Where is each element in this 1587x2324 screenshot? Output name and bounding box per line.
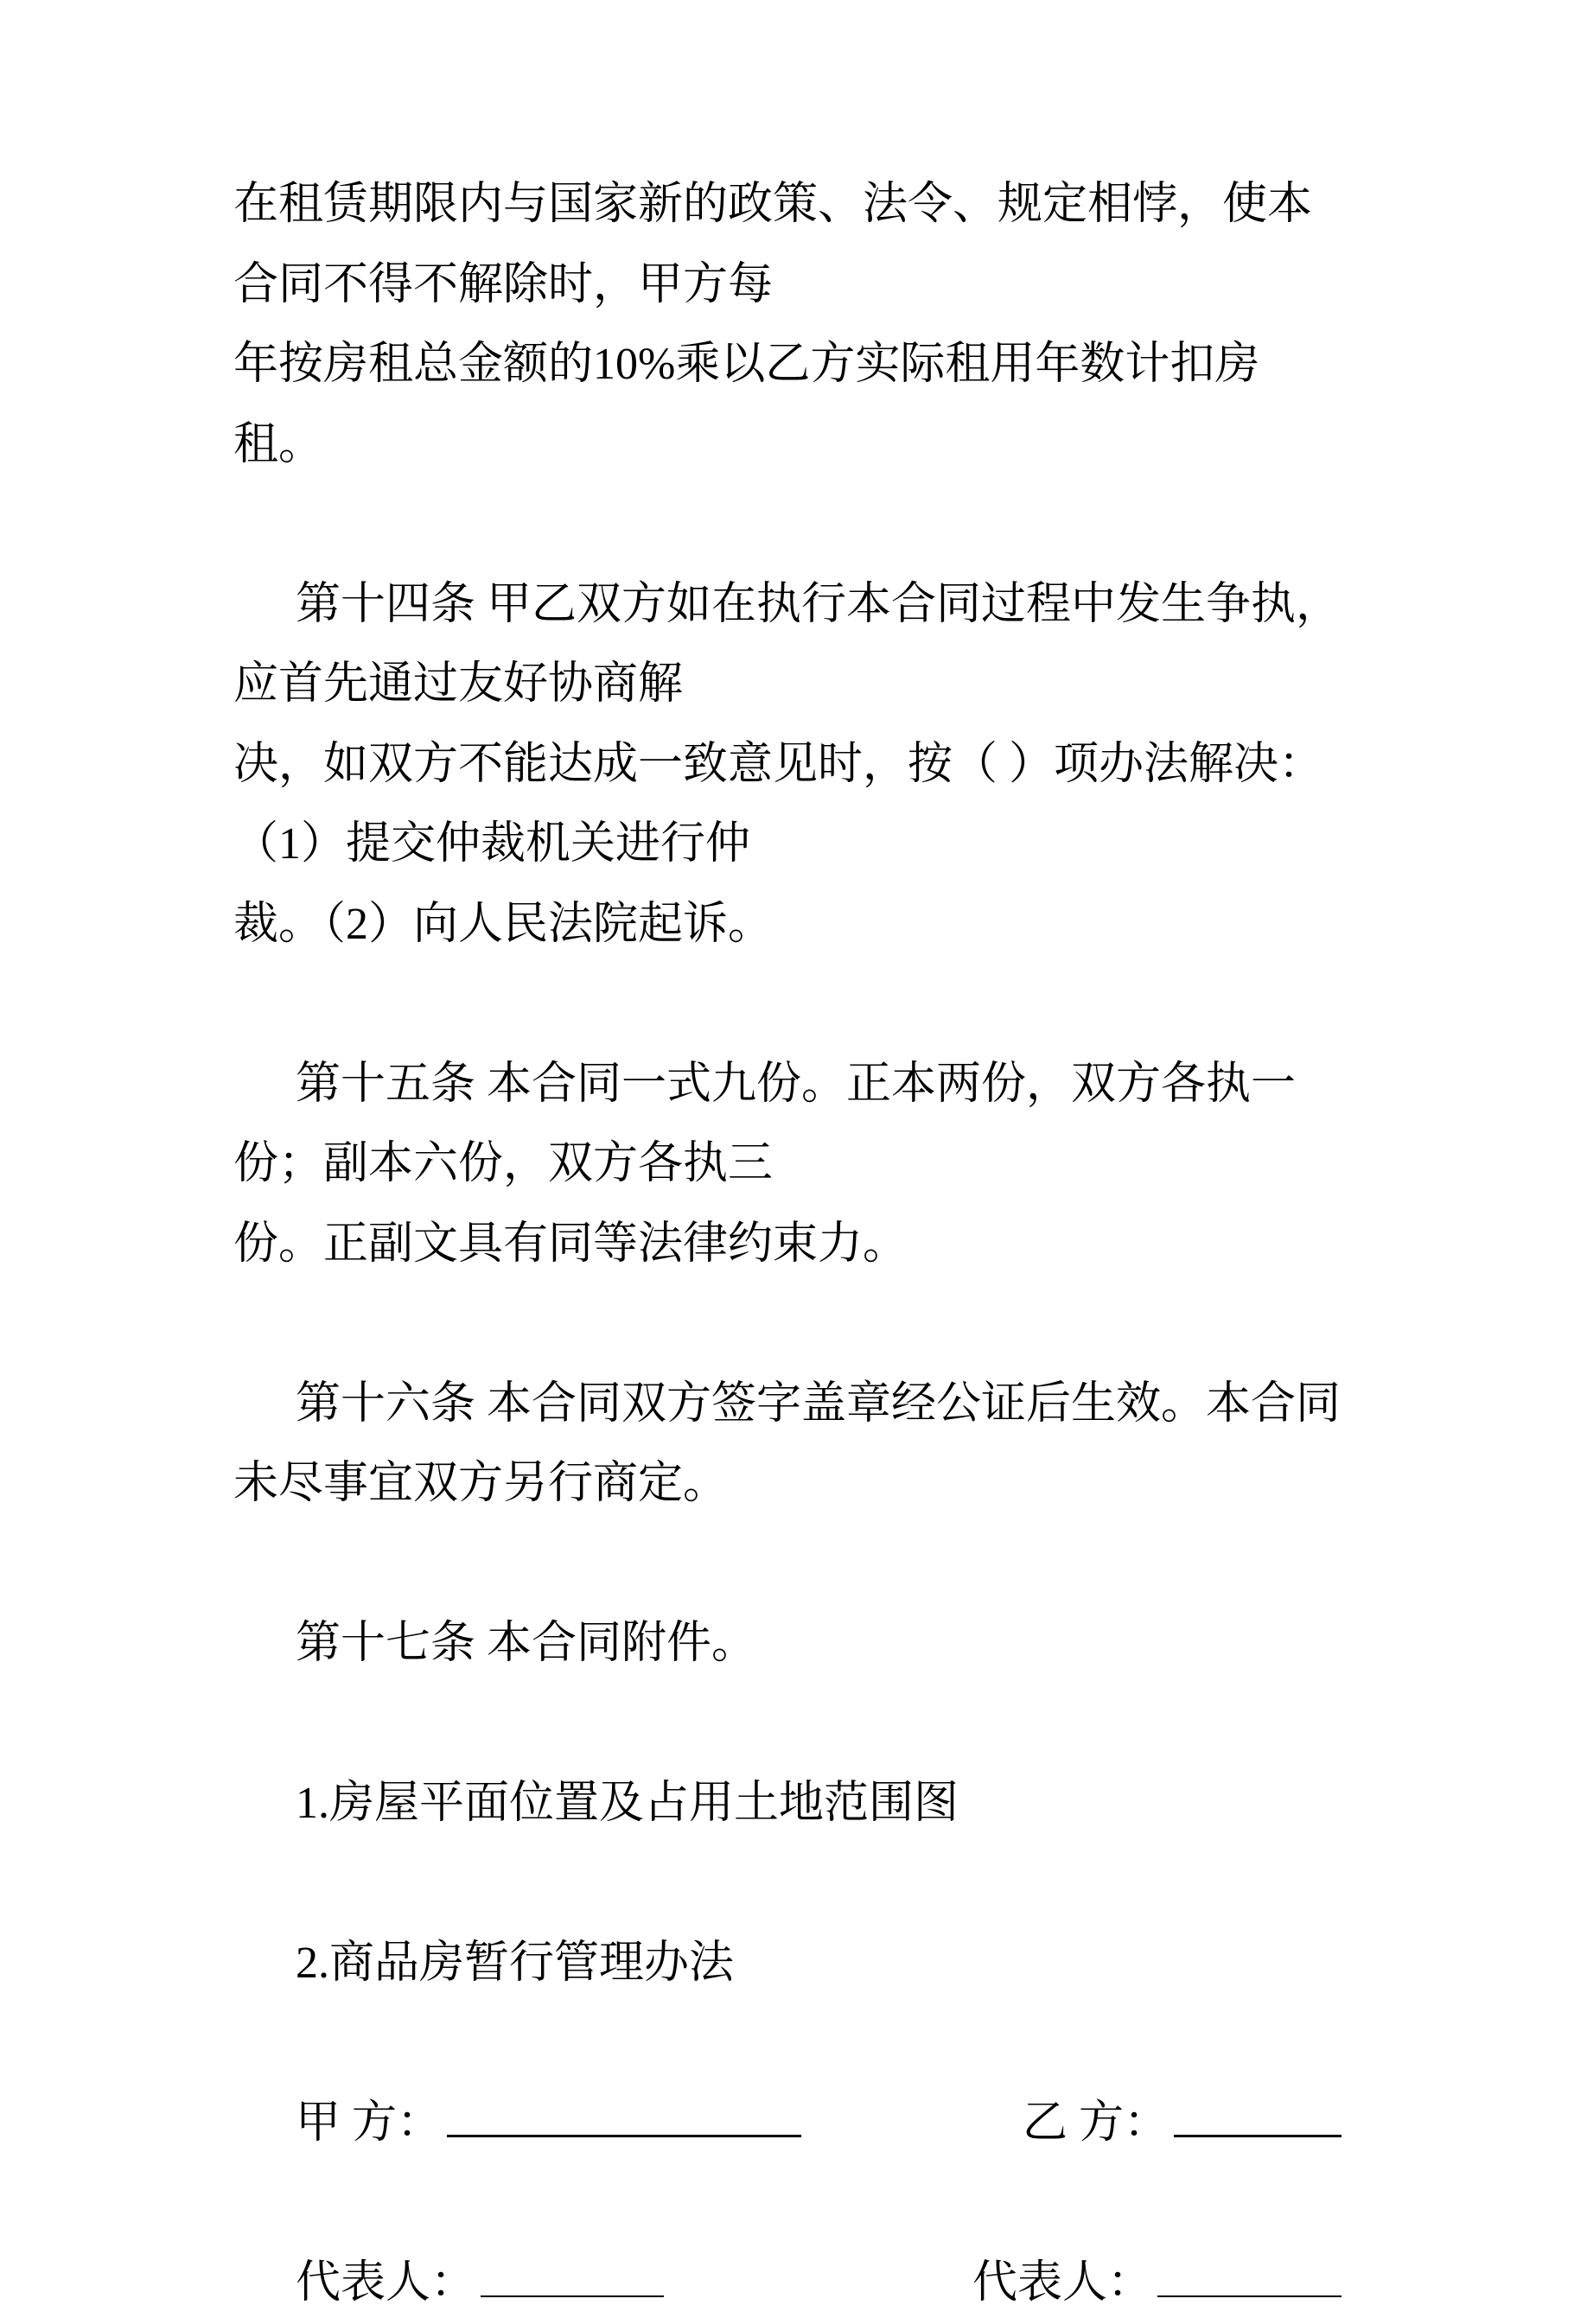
party-b-signature-line (1174, 2135, 1342, 2137)
article-16-line: 第十六条 本合同双方签字盖章经公证后生效。本合同未尽事宜双方另行商定。 (233, 1378, 1342, 1508)
representative-signature-row (233, 2244, 1342, 2324)
attachment-1-text: 1.房屋平面位置及占用土地范围图 (296, 1779, 959, 1828)
article-14-line: 第十四条 甲乙双方如在执行本合同过程中发生争执，应首先通过友好协商解 (233, 579, 1342, 709)
paragraph-line: 年按房租总金额的10%乘以乙方实际租用年数计扣房租。 (233, 340, 1260, 469)
rep-a-signature-line (481, 2295, 664, 2297)
paragraph-line: 在租赁期限内与国家新的政策、法令、规定相悖，使本合同不得不解除时，甲方每 (233, 180, 1313, 309)
article-16 (233, 1365, 1342, 1525)
rep-b-group (972, 2244, 1342, 2324)
party-signature-row (233, 2084, 1342, 2164)
party-b-group (1023, 2084, 1342, 2164)
article-15-line: 份。正副文具有同等法律约束力。 (233, 1219, 908, 1269)
attachment-2-text: 2.商品房暂行管理办法 (296, 1939, 735, 1988)
article-17 (233, 1604, 1342, 1684)
rep-a-label: 代表人： (296, 2258, 476, 2308)
rep-b-label: 代表人： (972, 2258, 1152, 2308)
paragraph-lease-termination (233, 165, 1342, 485)
article-14 (233, 565, 1342, 965)
party-b-label: 乙 方： (1022, 2098, 1169, 2148)
article-15 (233, 1045, 1342, 1285)
attachment-2 (233, 1924, 1342, 2004)
article-17-line: 第十七条 本合同附件。 (296, 1619, 757, 1668)
party-a-label: 甲 方： (296, 2098, 443, 2148)
article-14-line: 裁。（2）向人民法院起诉。 (233, 899, 774, 949)
attachment-1 (233, 1764, 1342, 1844)
document-page (233, 165, 1342, 2324)
rep-a-group (296, 2244, 664, 2324)
party-a-group (296, 2084, 801, 2164)
article-15-line: 第十五条 本合同一式九份。正本两份，双方各执一份；副本六份，双方各执三 (233, 1059, 1297, 1188)
rep-b-signature-line (1157, 2295, 1342, 2297)
article-14-line: 决，如双方不能达成一致意见时，按（ ）项办法解决：（1）提交仲裁机关进行仲 (233, 739, 1324, 869)
party-a-signature-line (447, 2135, 801, 2137)
